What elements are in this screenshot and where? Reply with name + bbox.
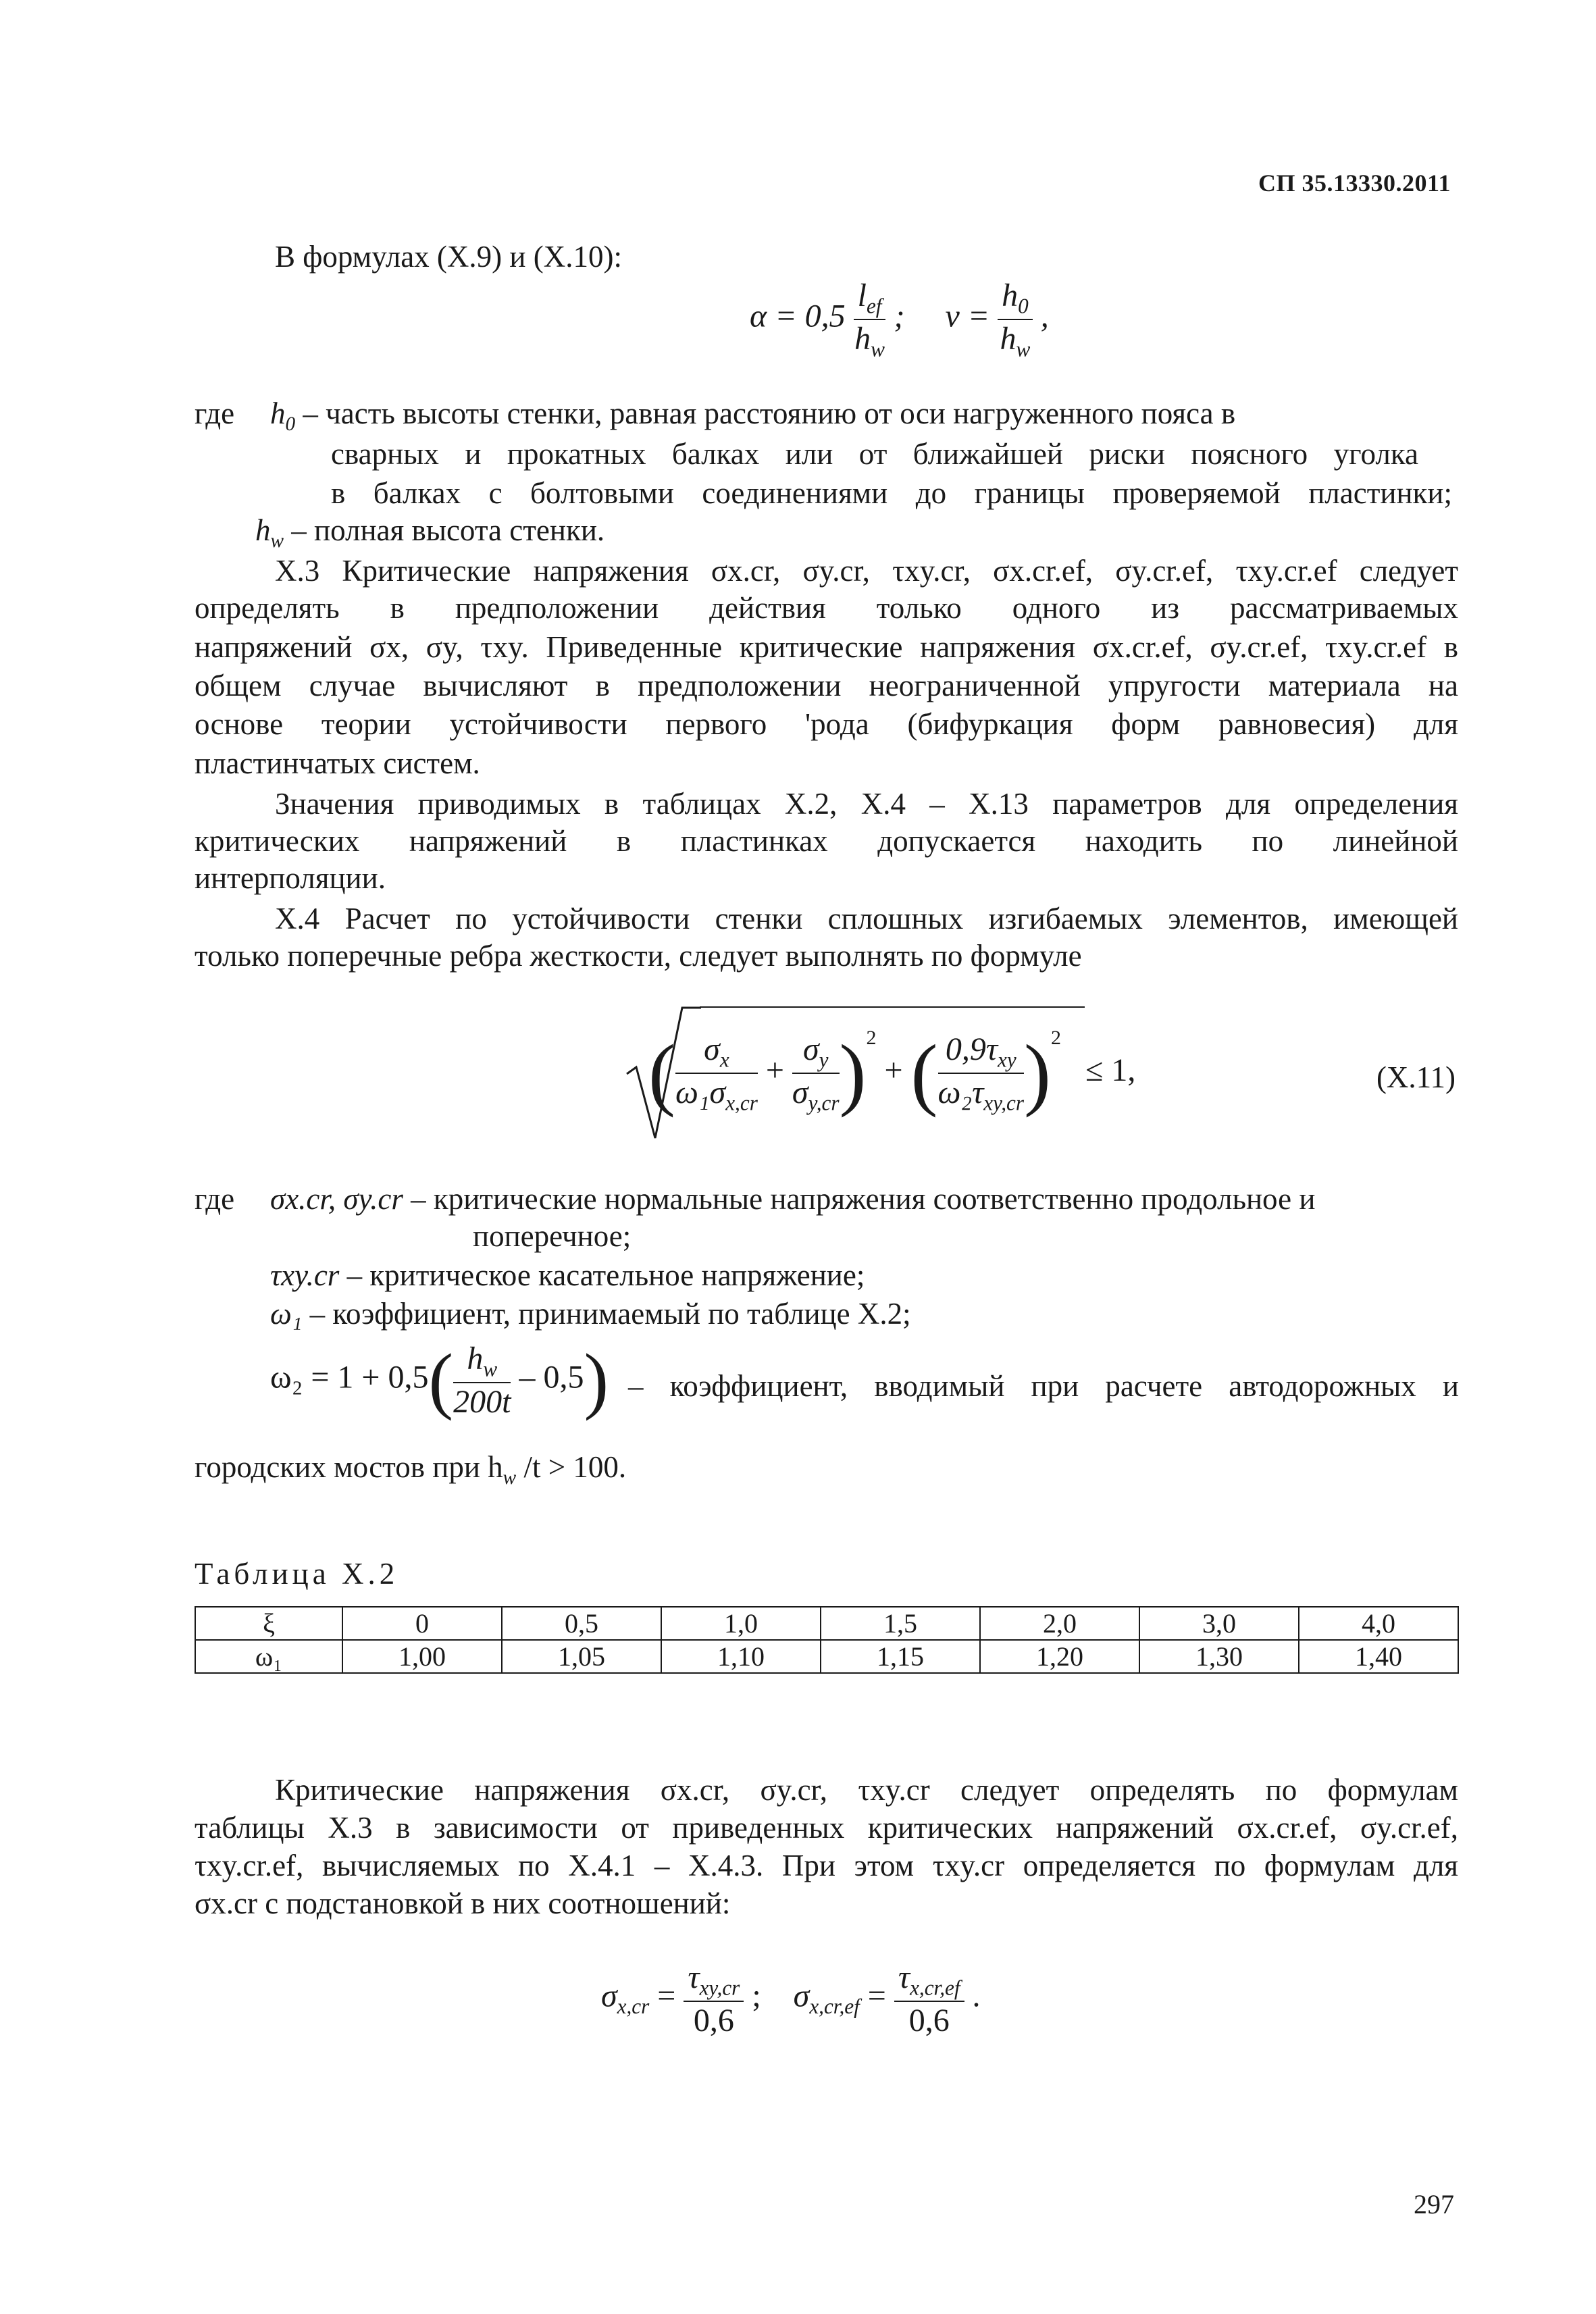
tau-cr-symbol: τxy.cr [270,1258,340,1292]
square-1: 2 [866,1027,877,1049]
table-cell: 2,0 [980,1607,1139,1640]
hw-sub: w [270,530,284,552]
table-row-xi [195,1607,1458,1640]
t3-num-sub: xy [998,1048,1016,1072]
table-cell: 1,15 [821,1640,980,1673]
nu-den: h [1000,320,1016,357]
sigma-cr-definition [270,1179,1315,1219]
crit-line-1: Критические напряжения σx.cr, σy.cr, τxy.cr следует определять по формулам [275,1773,1458,1807]
values-line-3: интерполяции. [195,861,386,895]
omega2-lhs: ω₂ = 1 + 0,5 [270,1359,429,1395]
omega2-paren-close: ) [584,1339,609,1421]
omega2-den: 200t [453,1383,511,1420]
x11-term2 [792,1031,840,1115]
paren-open-2: ( [910,1028,938,1118]
h0-sub: 0 [285,413,296,435]
alpha-num-sub: ef [866,294,882,318]
h0-symbol: h [270,396,286,430]
document-code: СП 35.13330.2011 [1258,170,1451,197]
table-cell: 1,20 [980,1640,1139,1673]
final-sep: ; [752,1978,761,2014]
omega2-num: h [467,1341,484,1377]
alpha-fraction [854,277,886,361]
x3-line-6: пластинчатых систем. [195,746,480,780]
alpha-lhs: α = 0,5 [750,298,846,334]
table-cell: 0 [342,1607,502,1640]
t3-den-sub: xy,cr [983,1091,1025,1115]
crit-line-4: σx.cr с подстановкой в них соотношений: [195,1886,731,1920]
radical-bar [700,1006,1085,1008]
final-b-lhs: σ [793,1978,810,2014]
table-cell: 1,0 [661,1607,821,1640]
omega2-tail: – 0,5 [519,1359,584,1395]
x11-rhs: ≤ 1, [1085,1052,1136,1089]
formula-alpha-nu [750,277,1049,361]
t1-den-sub: x,cr [725,1091,758,1115]
alpha-num: l [857,278,867,313]
page-number: 297 [1414,2189,1454,2219]
x4-line-2: только поперечные ребра жесткости, следует выполнять по формуле [195,939,1082,973]
x4-line-1: X.4 Расчет по устойчивости стенки сплошных изгибаемых элементов, имеющей [275,902,1458,935]
t3-num: 0,9τ [945,1031,998,1068]
table-cell: 1,05 [502,1640,661,1673]
nu-end: , [1040,298,1049,334]
final-a-fraction [684,1959,744,2039]
paren-close-2: ) [1024,1028,1051,1118]
final-a-num: τ [688,1959,700,1995]
nu-den-sub: w [1016,337,1031,361]
t2-num: σ [802,1031,819,1068]
omega2-formula [270,1337,609,1423]
table-cell: 3,0 [1139,1607,1299,1640]
final-b-num-sub: x,cr,ef [910,1976,960,2000]
final-a-eq: = [657,1978,676,2014]
x3-line-4: общем случае вычисляют в предположении неограниченной упругости материала на [195,669,1458,702]
t1-den: ω₁σ [675,1075,726,1110]
omega1-text: – коэффициент, принимаемый по таблице X.2; [302,1297,911,1331]
nu-num-sub: 0 [1018,294,1029,318]
h0-line-3: в балках с болтовыми соединениями до границы проверяемой пластинки; [331,476,1452,510]
intro-line: В формулах (X.9) и (X.10): [275,240,622,274]
sigma-cr-line-2: поперечное; [473,1219,632,1253]
x11-term1 [675,1031,758,1115]
table-cell: 1,30 [1139,1640,1299,1673]
h0-text: – часть высоты стенки, равная расстоянию от оси нагруженного пояса в [295,396,1236,430]
final-a-den: 0,6 [693,2002,734,2038]
omega2-line2-text: городских мостов при h [195,1450,503,1484]
formula-x11-label: (X.11) [1376,1060,1456,1094]
omega2-paren-open: ( [428,1339,454,1421]
alpha-sep: ; [894,298,905,334]
final-b-lhs-sub: x,cr,ef [809,1994,860,2018]
table-cell: 0,5 [502,1607,661,1640]
final-a-num-sub: xy,cr [699,1976,740,2000]
omega2-line2-end: /t > 100. [516,1450,627,1484]
table-cell: 1,10 [661,1640,821,1673]
values-line-2: критических напряжений в пластинках допускается находить по линейной [195,824,1458,858]
plus-1: + [765,1052,784,1089]
sigma-cr-text: – критические нормальные напряжения соответственно продольное и [403,1182,1316,1216]
x3-line-1: X.3 Критические напряжения σx.cr, σy.cr, τxy.cr, σx.cr.ef, σy.cr.ef, τxy.cr.ef следует [275,554,1458,588]
x3-line-3: напряжений σx, σy, τxy. Приведенные критические напряжения σx.cr.ef, σy.cr.ef, τxy.cr.ef в [195,630,1458,664]
final-a-lhs-sub: x,cr [617,1994,650,2018]
formula-x11 [648,1027,1135,1120]
formula-final [601,1959,981,2039]
values-line-1: Значения приводимых в таблицах X.2, X.4 – X.13 параметров для определения [275,787,1458,821]
final-b-fraction [894,1959,964,2039]
where-label-1: где [195,396,235,430]
x3-line-5: основе теории устойчивости первого 'рода (бифуркация форм равновесия) для [195,707,1458,741]
omega2-fraction [453,1340,511,1420]
table-cell: ξ [195,1607,342,1640]
crit-line-2: таблицы X.3 в зависимости от приведенных критических напряжений σx.cr.ef, σy.cr.ef, [195,1811,1458,1845]
table-cell: 1,5 [821,1607,980,1640]
hw-text: – полная высота стенки. [284,513,605,547]
t1-num: σ [704,1031,720,1068]
table-cell: 1,40 [1299,1640,1458,1673]
final-b-eq: = [867,1978,886,2014]
table-cell: 1,00 [342,1640,502,1673]
omega1-definition [270,1293,911,1334]
t2-den: σ [792,1075,808,1110]
sigma-cr-symbols: σx.cr, σy.cr [270,1182,403,1216]
crit-line-3: τxy.cr.ef, вычисляемых по X.4.1 – X.4.3. При этом τxy.cr определяется по формулам для [195,1849,1458,1882]
final-b-num: τ [898,1959,910,1995]
where-label-2: где [195,1182,235,1216]
table-cell: ω₁ [195,1640,342,1673]
x11-term3 [938,1031,1025,1115]
t1-num-sub: x [719,1048,729,1072]
omega2-line2-sub: w [503,1467,517,1489]
plus-2: + [884,1052,903,1089]
omega2-line-2 [195,1447,626,1498]
alpha-den-sub: w [871,337,885,361]
omega1-symbol: ω₁ [270,1297,303,1331]
table-caption: Таблица X.2 [195,1557,399,1591]
table-cell: 4,0 [1299,1607,1458,1640]
h0-line-2: сварных и прокатных балках или от ближайшей риски поясного уголка [331,437,1418,471]
nu-num: h [1002,278,1019,313]
final-b-den: 0,6 [908,2002,950,2038]
square-2: 2 [1051,1027,1061,1049]
t3-den: ω₂τ [937,1075,984,1110]
table-x2 [195,1606,1459,1674]
final-a-lhs: σ [601,1978,617,2014]
nu-lhs: ν = [945,298,990,334]
tau-cr-definition [270,1255,865,1295]
omega2-num-sub: w [483,1357,498,1381]
omega2-text: – коэффициент, вводимый при расчете автодорожных и [628,1369,1459,1403]
paren-close-1: ) [839,1028,867,1118]
hw-symbol: h [255,513,271,547]
alpha-den: h [854,320,871,357]
final-end: . [972,1978,981,2014]
t2-num-sub: y [819,1048,829,1072]
table-row-omega1 [195,1640,1458,1673]
paren-open-1: ( [648,1028,675,1118]
tau-cr-text: – критическое касательное напряжение; [339,1258,865,1292]
t2-den-sub: y,cr [808,1091,840,1115]
nu-fraction [998,277,1033,361]
x3-line-2: определять в предположении действия только одного из рассматриваемых [195,591,1458,625]
